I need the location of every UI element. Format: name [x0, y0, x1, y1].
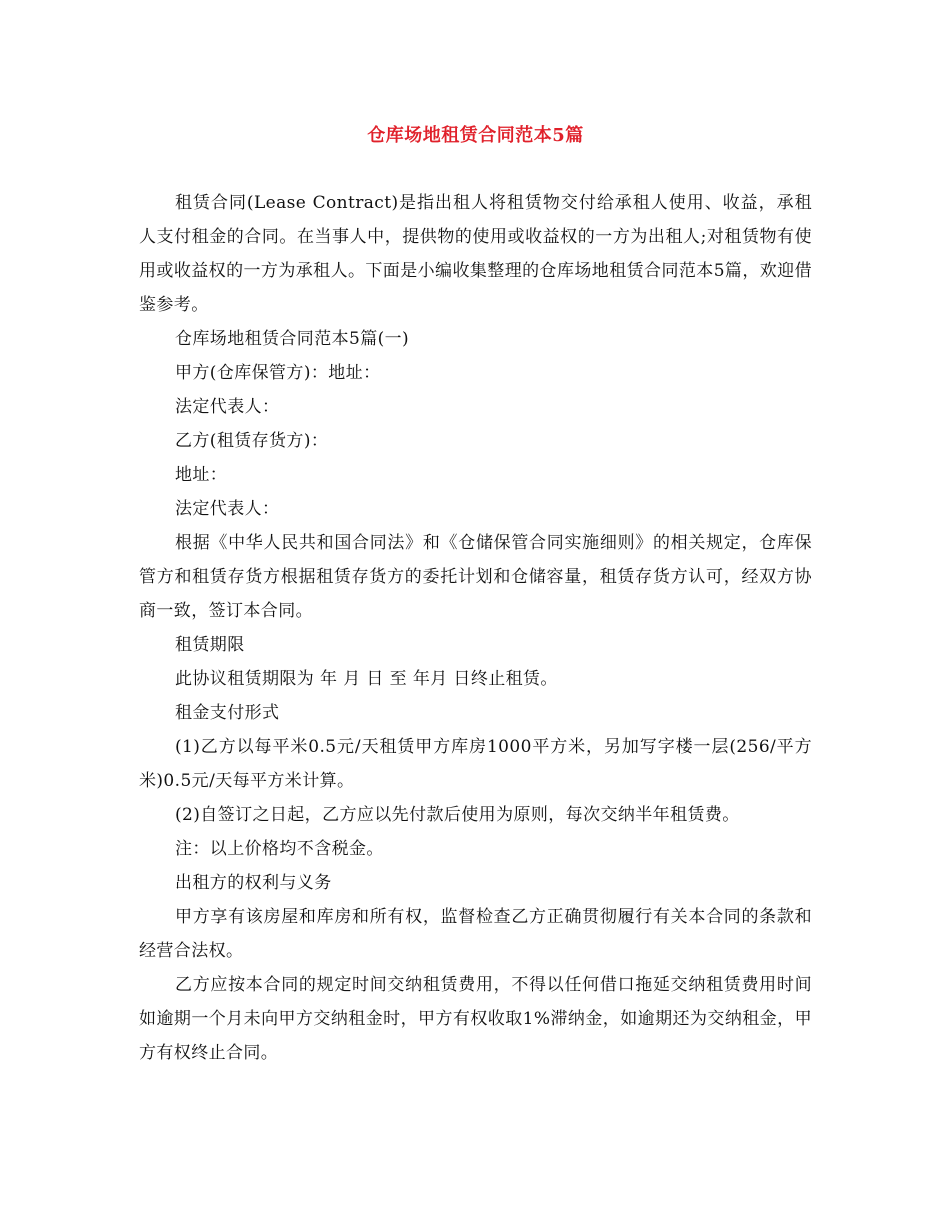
section-heading-payment: 租金支付形式: [175, 703, 280, 723]
contract-heading: 仓库场地租赁合同范本5篇(一): [175, 329, 410, 349]
lessor-rights-paragraph: 甲方享有该房屋和库房和所有权，监督检查乙方正确贯彻履行有关本合同的条款和经营合法权。: [139, 907, 812, 961]
document-body: [139, 186, 812, 1070]
legal-basis-paragraph: 根据《中华人民共和国合同法》和《仓储保管合同实施细则》的相关规定，仓库保管方和租赁存货方根据租赁存货方的委托计划和仓储容量，租赁存货方认可，经双方协商一致，签订本合同。: [139, 533, 812, 621]
intro-paragraph: 租赁合同(Lease Contract)是指出租人将租赁物交付给承租人使用、收益，承租人支付租金的合同。在当事人中，提供物的使用或收益权的一方为出租人;对租赁物有使用或收益权的一方为承租人。下面是小编收集整理的仓库场地租赁合同范本5篇，欢迎借鉴参考。: [139, 193, 812, 315]
section-heading-lessor-rights: 出租方的权利与义务: [175, 873, 332, 893]
party-b-address: 地址：: [175, 465, 228, 485]
payment-clause-2: (2)自签订之日起，乙方应以先付款后使用为原则，每次交纳半年租赁费。: [175, 805, 740, 825]
payment-obligation-paragraph: 乙方应按本合同的规定时间交纳租赁费用，不得以任何借口拖延交纳租赁费用时间如逾期一个月未向甲方交纳租金时，甲方有权收取1%滞纳金，如逾期还为交纳租金，甲方有权终止合同。: [139, 975, 812, 1063]
payment-clause-1: (1)乙方以每平米0.5元/天租赁甲方库房1000平方米，另加写字楼一层(256/平方米)0.5元/天每平方米计算。: [139, 737, 812, 791]
party-a-line: 甲方(仓库保管方)：地址：: [175, 363, 381, 383]
tax-note: 注：以上价格均不含税金。: [175, 839, 384, 859]
lease-term-paragraph: 此协议租赁期限为 年 月 日 至 年月 日终止租赁。: [175, 669, 558, 689]
party-b-line: 乙方(租赁存货方)：: [175, 431, 329, 451]
party-b-representative: 法定代表人：: [175, 499, 280, 519]
document-title: 仓库场地租赁合同范本5篇: [367, 125, 584, 146]
section-heading-lease-term: 租赁期限: [175, 635, 245, 655]
party-a-representative: 法定代表人：: [175, 397, 280, 417]
